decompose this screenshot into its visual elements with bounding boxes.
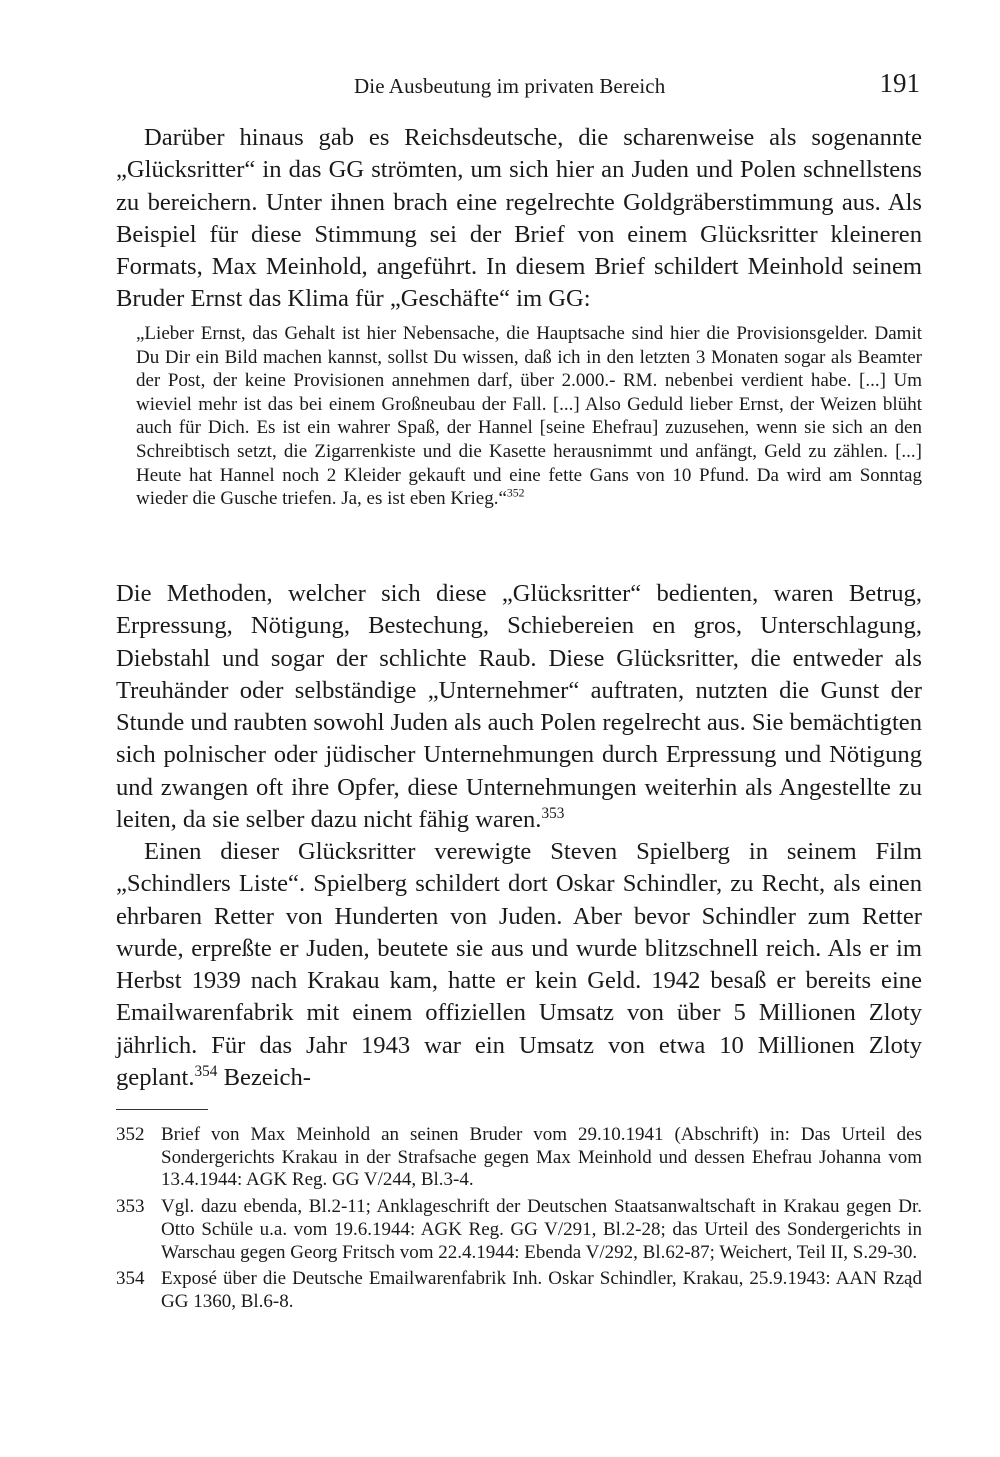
paragraph-text: Einen dieser Glücksritter verewigte Steven Spielberg in seinem Film „Schindlers Liste“. Spielberg schildert dort Oskar Schindler, zu Recht, als einen ehrbaren Retter von Hunderten von Juden. Aber bevor Schindler zum Retter wurde, erpreßte er Juden, beutete sie aus und wurde blitzschnell reich. Als er im Herbst 1939 nach Krakau kam, hatte er kein Geld. 1942 besaß er bereits eine Emailwarenfabrik mit einem offiziellen Umsatz von über 5 Millionen Zloty jährlich. Für das Jahr 1943 war ein Umsatz von etwa 10 Millionen Zloty geplant. [116, 838, 922, 1092]
footnote-reference-354[interactable]: 354 [194, 1062, 218, 1080]
footnote-text: Exposé über die Deutsche Emailwarenfabrik Inh. Oskar Schindler, Krakau, 25.9.1943: AAN Rząd GG 1360, Bl.6-8. [161, 1268, 922, 1312]
block-quote-letter [136, 322, 922, 511]
body-paragraph-intro [116, 122, 922, 316]
paragraph-continuation: Bezeich- [217, 1064, 311, 1092]
footnotes [116, 1124, 922, 1318]
footnote-reference-352[interactable]: 352 [506, 486, 525, 500]
body-paragraph-methods [116, 578, 922, 836]
running-header [116, 66, 920, 106]
footnote-text: Brief von Max Meinhold an seinen Bruder vom 29.10.1941 (Abschrift) in: Das Urteil des Sondergerichts Krakau in der Strafsache gegen Max Meinhold und dessen Ehefrau Johanna vom 13.4.1944: AGK Reg. GG V/244, Bl.3-4. [161, 1124, 922, 1191]
footnote-reference-353[interactable]: 353 [541, 804, 565, 822]
footnote-352 [116, 1124, 922, 1192]
footnote-separator [116, 1109, 208, 1110]
paragraph-wrapper [116, 836, 922, 1094]
paragraph-text: Darüber hinaus gab es Reichsdeutsche, die scharenweise als sogenannte „Glücksritter“ in das GG strömten, um sich hier an Juden und Polen schnellstens zu bereichern. Unter ihnen brach eine regelrechte Goldgräberstimmung aus. Als Beispiel für diese Stimmung sei der Brief von einem Glücksritter kleineren Formats, Max Meinhold, angeführt. In diesem Brief schildert Meinhold seinem Bruder Ernst das Klima für „Geschäfte“ im GG: [116, 124, 922, 313]
footnote-number: 354 [116, 1268, 145, 1290]
quote-text: „Lieber Ernst, das Gehalt ist hier Nebensache, die Hauptsache sind hier die Provisionsgelder. Damit Du Dir ein Bild machen kannst, sollst Du wissen, daß ich in den letzten 3 Monaten sogar als Beamter der Post, der keine Provisionen annehmen darf, über 2.000.- RM. nebenbei verdient habe. [...] Um wieviel mehr ist das bei einem Großneubau der Fall. [...] Also Geduld lieber Ernst, der Weizen blüht auch für Dich. Es ist ein wahrer Spaß, der Hannel [seine Ehefrau] zuzusehen, wenn sie sich an den Schreibtisch setzt, die Zigarrenkiste und die Kasette herausnimmt und anfängt, Geld zu zählen. [...] Heute hat Hannel noch 2 Kleider gekauft und eine fette Gans von 10 Pfund. Da wird am Sonntag wieder die Gusche triefen. Ja, es ist eben Krieg.“ [136, 323, 922, 510]
footnote-353 [116, 1196, 922, 1264]
quote-paragraph [136, 322, 922, 511]
footnote-354 [116, 1268, 922, 1313]
body-paragraph-schindler [116, 836, 922, 1094]
footnote-number: 353 [116, 1196, 145, 1218]
footnote-text: Vgl. dazu ebenda, Bl.2-11; Anklageschrift der Deutschen Staatsanwaltschaft in Krakau gegen Dr. Otto Schüle u.a. vom 19.6.1944: AGK Reg. GG V/291, Bl.2-28; das Urteil des Sondergerichts in Warschau gegen Georg Fritsch vom 22.4.1944: Ebenda V/292, Bl.62-87; Weichert, Teil II, S.29-30. [161, 1196, 922, 1263]
running-title: Die Ausbeutung im privaten Bereich [354, 74, 666, 98]
paragraph-wrapper [116, 578, 922, 836]
page-number: 191 [879, 68, 920, 98]
footnote-number: 352 [116, 1124, 145, 1145]
paragraph-text: Die Methoden, welcher sich diese „Glücksritter“ bedienten, waren Betrug, Erpressung, Nötigung, Bestechung, Schiebereien en gros, Unterschlagung, Diebstahl und sogar der schlichte Raub. Diese Glücksritter, die entweder als Treuhänder oder selbständige „Unternehmer“ auftraten, nutzten die Gunst der Stunde und raubten sowohl Juden als auch Polen regelrecht aus. Sie bemächtigten sich polnischer oder jüdischer Unternehmungen durch Erpressung und Nötigung und zwangen oft ihre Opfer, diese Unternehmungen weiterhin als Angestellte zu leiten, da sie selber dazu nicht fähig waren. [116, 580, 922, 834]
